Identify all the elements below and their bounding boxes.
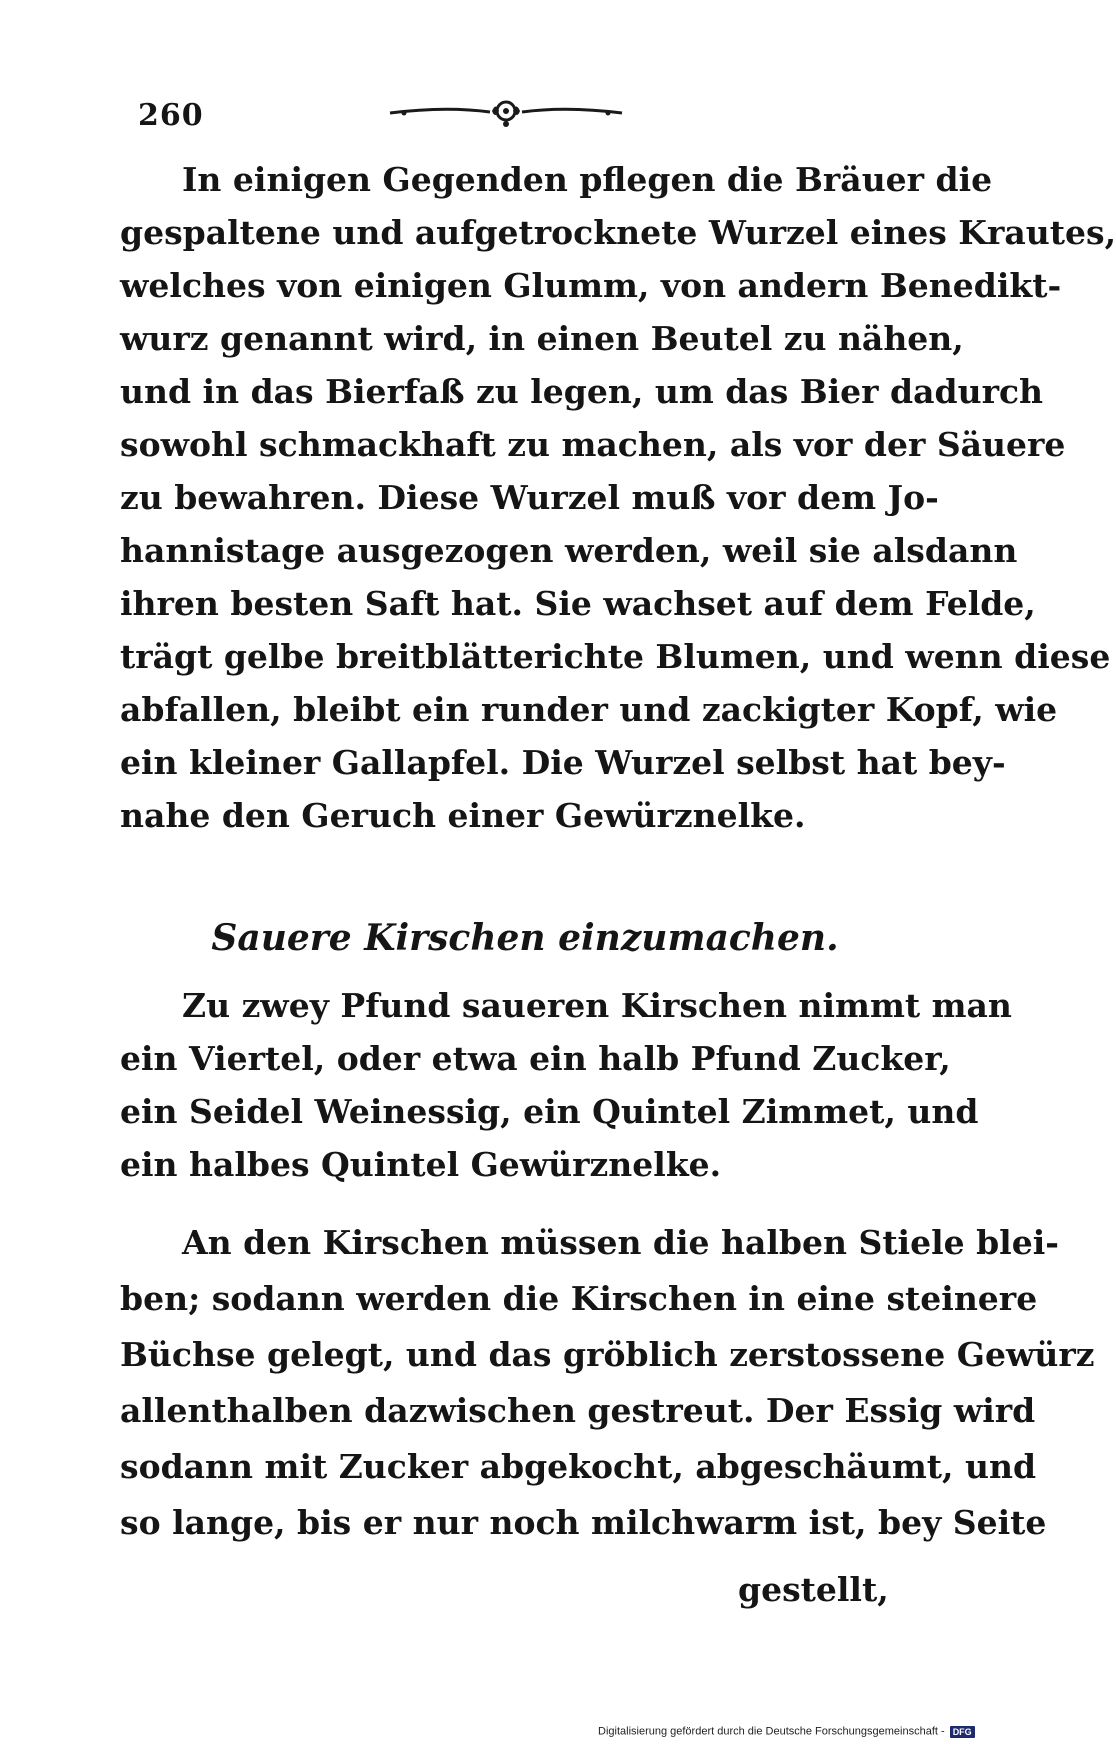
text-line: ben; sodann werden die Kirschen in eine steinere xyxy=(120,1279,1038,1318)
text-line: ihren besten Saft hat. Sie wachset auf dem Felde, xyxy=(120,584,1036,623)
text-line: gespaltene und aufgetrocknete Wurzel eines Krautes, xyxy=(120,213,1116,252)
text-line: sodann mit Zucker abgekocht, abgeschäumt, und xyxy=(120,1447,1037,1486)
digitization-credit xyxy=(598,1721,975,1739)
credit-text: Digitalisierung gefördert durch die Deutsche Forschungsgemeinschaft - xyxy=(598,1725,945,1738)
text-line: so lange, bis er nur noch milchwarm ist, bey Seite xyxy=(120,1503,1047,1542)
text-line: ein kleiner Gallapfel. Die Wurzel selbst hat bey- xyxy=(120,743,1006,782)
text-line: In einigen Gegenden pflegen die Bräuer die xyxy=(182,160,993,199)
text-line: ein Seidel Weinessig, ein Quintel Zimmet, und xyxy=(120,1092,979,1131)
text-line: und in das Bierfaß zu legen, um das Bier dadurch xyxy=(120,372,1044,411)
text-line: Büchse gelegt, und das gröblich zerstossene Gewürz xyxy=(120,1335,1095,1374)
text-line: ein halbes Quintel Gewürznelke. xyxy=(120,1145,722,1184)
dfg-logo-icon: DFG xyxy=(950,1726,975,1738)
text-line: sowohl schmackhaft zu machen, als vor der Säuere xyxy=(120,425,1066,464)
text-line: hannistage ausgezogen werden, weil sie alsdann xyxy=(120,531,1018,570)
ornament-rule xyxy=(386,96,626,130)
page-number: 260 xyxy=(138,98,204,133)
text-line: allenthalben dazwischen gestreut. Der Essig wird xyxy=(120,1391,1036,1430)
text-line: welches von einigen Glumm, von andern Benedikt- xyxy=(120,266,1062,305)
section-heading: Sauere Kirschen einzumachen. xyxy=(211,917,839,959)
catchword: gestellt, xyxy=(738,1570,889,1609)
text-line: Zu zwey Pfund saueren Kirschen nimmt man xyxy=(182,986,1012,1025)
text-line: An den Kirschen müssen die halben Stiele blei- xyxy=(182,1223,1059,1262)
text-line: nahe den Geruch einer Gewürznelke. xyxy=(120,796,806,835)
text-line: zu bewahren. Diese Wurzel muß vor dem Jo- xyxy=(120,478,939,517)
text-line: trägt gelbe breitblätterichte Blumen, und wenn diese xyxy=(120,637,1111,676)
text-line: ein Viertel, oder etwa ein halb Pfund Zucker, xyxy=(120,1039,951,1078)
text-line: abfallen, bleibt ein runder und zackigter Kopf, wie xyxy=(120,690,1058,729)
page-header xyxy=(128,88,928,138)
text-line: wurz genannt wird, in einen Beutel zu nähen, xyxy=(120,319,964,358)
